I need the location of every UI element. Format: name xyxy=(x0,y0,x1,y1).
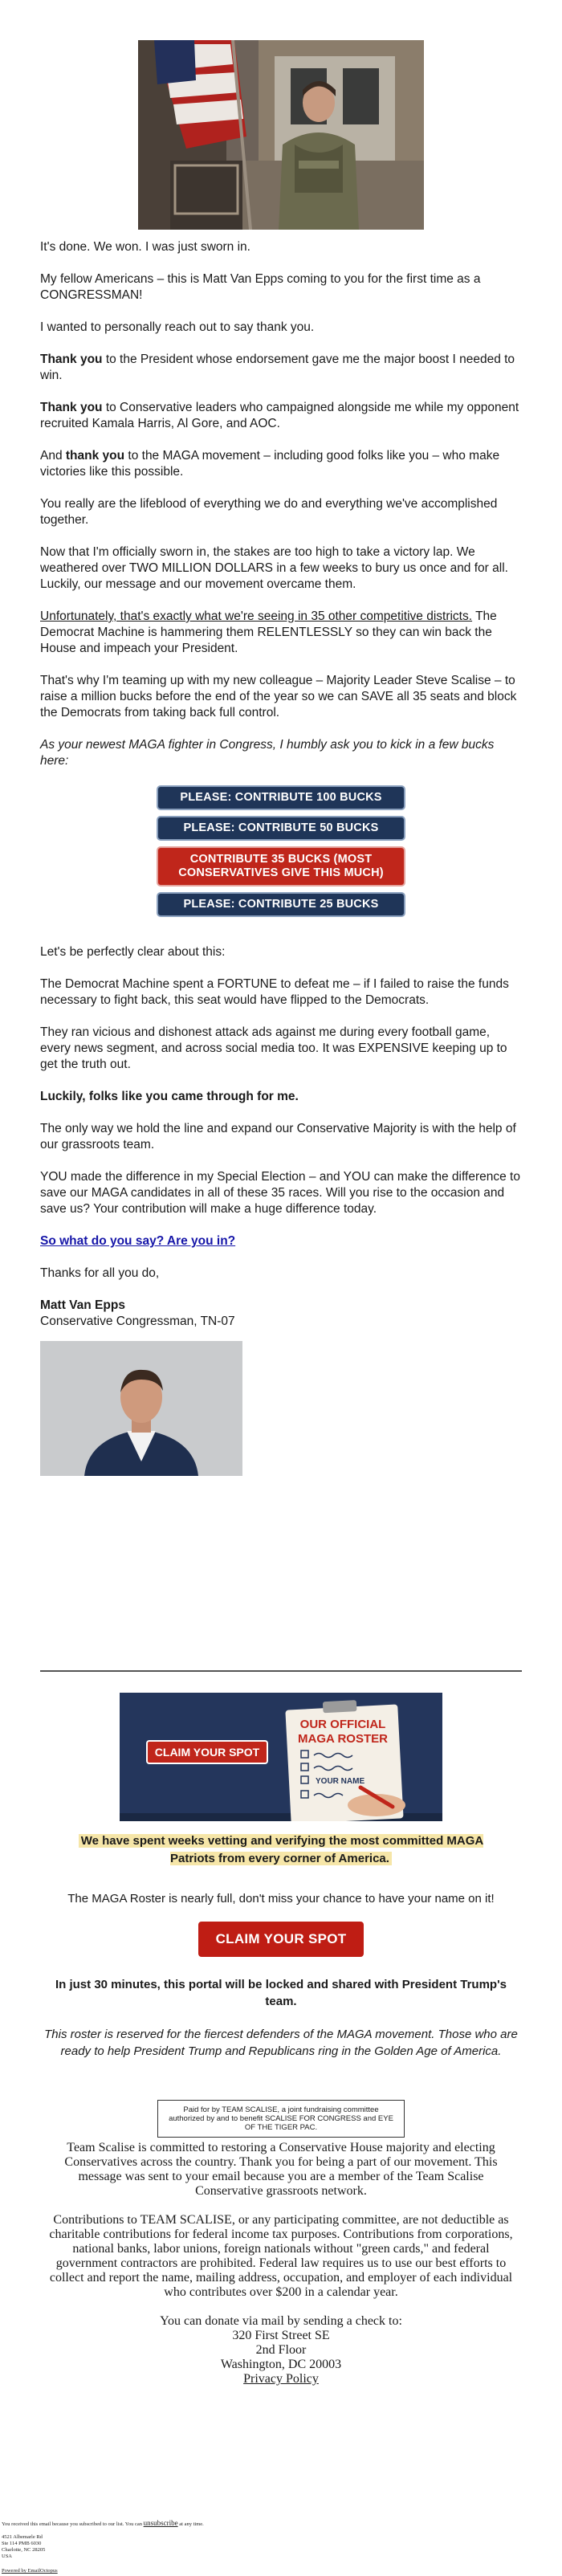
footer-committed: Team Scalise is committed to restoring a Conservative House majority and electing Conservatives across the country. Thank you for being a part of our movement. This message was sent to your email because you are a member of the Team Scalise Conservative grassroots network. xyxy=(64,2141,498,2198)
hero-photo xyxy=(138,40,424,230)
letter-p5-rest: to Conservative leaders who campaigned alongside me while my opponent recruited Kamala Harris, Al Gore, and AOC. xyxy=(40,401,519,430)
letter-p7: You really are the lifeblood of everything we do and everything we've accomplished together. xyxy=(40,497,498,527)
letter-p10: That's why I'm teaming up with my new colleague – Majority Leader Steve Scalise – to raise a million bucks before the end of the year so we can SAVE all 35 seats and block the Democrats from taking back full control. xyxy=(40,674,517,719)
footer-addr2: 2nd Floor xyxy=(255,2343,307,2357)
letter-p16: The only way we hold the line and expand our Conservative Majority is with the help of our grassroots team. xyxy=(40,1122,516,1151)
letter-section-2 xyxy=(40,944,522,1330)
contribute-buttons xyxy=(157,785,405,917)
unsubscribe-link[interactable]: unsubscribe xyxy=(143,2519,178,2527)
roster-highlight: We have spent weeks vetting and verifying the most committed MAGA Patriots from every corner of America. xyxy=(79,1834,484,1865)
footer-small-addr1: 4521 Albemarle Rd xyxy=(2,2534,43,2540)
paid-for-box: Paid for by TEAM SCALISE, a joint fundraising committee authorized by and to benefit SCALISE FOR CONGRESS and EYE OF THE TIGER PAC. xyxy=(157,2100,405,2138)
signature-name: Matt Van Epps xyxy=(40,1298,125,1312)
footer-small-addr2: Ste 114 PMB 6030 xyxy=(2,2541,42,2546)
letter-p5 xyxy=(40,400,522,432)
letter-p1: It's done. We won. I was just sworn in. xyxy=(40,240,250,254)
footer-powered xyxy=(2,2568,58,2574)
letter-p5-bold: Thank you xyxy=(40,401,103,414)
privacy-policy-link[interactable]: Privacy Policy xyxy=(243,2372,319,2386)
footer-contributions: Contributions to TEAM SCALISE, or any participating committee, are not deductible as charitable contributions for federal income tax purposes. Contributions from corporations, national banks, labor unions, foreign nationals without "green cards," and federal government contractors are prohibited. Federal law requires us to use our best efforts to collect and report the name, mailing address, occupation, and employer of each individual who contributes over $200 in a calendar year. xyxy=(49,2213,513,2299)
section-divider xyxy=(40,1670,522,1672)
roster-img-your-name: YOUR NAME xyxy=(316,1777,365,1786)
roster-reserved-notice: This roster is reserved for the fiercest defenders of the MAGA movement. Those who are ready to help President Trump and Republicans ring in the Golden Age of America. xyxy=(44,2028,518,2058)
letter-thanks: Thanks for all you do, xyxy=(40,1266,160,1280)
letter-p3: I wanted to personally reach out to say thank you. xyxy=(40,320,315,334)
email-body xyxy=(40,40,522,1476)
signature-title: Conservative Congressman, TN-07 xyxy=(40,1314,235,1328)
footer-received-post: at any time. xyxy=(177,2521,204,2527)
letter-p9-underline: Unfortunately, that's exactly what we're seeing in 35 other competitive districts. xyxy=(40,609,473,623)
letter-p9-rest: The Democrat Machine is hammering them RELENTLESSLY so they can win back the House and impeach your President. xyxy=(40,609,497,655)
footer-small-addr3: Charlotte, NC 28205 xyxy=(2,2547,46,2553)
letter-p12: Let's be perfectly clear about this: xyxy=(40,945,226,959)
roster-banner-image[interactable] xyxy=(120,1693,442,1821)
contribute-50-button[interactable]: PLEASE: CONTRIBUTE 50 BUCKS xyxy=(157,816,405,841)
footer-received xyxy=(2,2520,204,2528)
roster-section xyxy=(0,1670,562,2386)
roster-img-heading-1: OUR OFFICIAL xyxy=(299,1718,386,1731)
roster-img-claim-text: CLAIM YOUR SPOT xyxy=(154,1746,260,1759)
contribute-25-button[interactable]: PLEASE: CONTRIBUTE 25 BUCKS xyxy=(157,892,405,917)
footer-received-pre: You received this email because you subscribed to our list. You can xyxy=(2,2521,144,2527)
letter-p6-rest: to the MAGA movement – including good folks like you – who make victories like this possible. xyxy=(40,449,500,479)
letter-link-row xyxy=(40,1233,522,1249)
letter-p14: They ran vicious and dishonest attack ads against me during every football game, every news segment, and across social media too. It was EXPENSIVE keeping up to get the truth out. xyxy=(40,1025,507,1071)
letter-p6 xyxy=(40,448,522,480)
are-you-in-link[interactable]: So what do you say? Are you in? xyxy=(40,1234,236,1248)
roster-claim-row xyxy=(0,1922,562,1957)
letter-section xyxy=(40,239,522,769)
letter-p4 xyxy=(40,352,522,384)
letter-p15: Luckily, folks like you came through for me. xyxy=(40,1090,299,1103)
letter-p4-bold: Thank you xyxy=(40,353,103,366)
letter-p17: YOU made the difference in my Special Election – and YOU can make the difference to save our MAGA candidates in all of these 35 races. Will you rise to the occasion and save us? Your contribution will make a huge difference today. xyxy=(40,1170,520,1216)
portrait-photo xyxy=(40,1341,242,1476)
footer-addr1: 320 First Street SE xyxy=(232,2329,330,2342)
powered-by-link[interactable]: Powered by EmailOctopus xyxy=(2,2568,58,2574)
footer-small-address xyxy=(2,2534,45,2560)
letter-p11: As your newest MAGA fighter in Congress, I humbly ask you to kick in a few bucks here: xyxy=(40,738,495,768)
letter-p13: The Democrat Machine spent a FORTUNE to defeat me – if I failed to raise the funds necessary to fight back, this seat would have flipped to the Democrats. xyxy=(40,977,509,1007)
letter-p6-bold: thank you xyxy=(65,449,125,463)
footer-addr3: Washington, DC 20003 xyxy=(220,2358,342,2371)
roster-img-heading-2: MAGA ROSTER xyxy=(298,1732,388,1746)
footer-mail xyxy=(48,2314,514,2386)
contribute-35-button[interactable]: CONTRIBUTE 35 BUCKS (MOST CONSERVATIVES GIVE THIS MUCH) xyxy=(157,846,405,887)
claim-spot-button[interactable]: CLAIM YOUR SPOT xyxy=(198,1922,364,1957)
contribute-100-button[interactable]: PLEASE: CONTRIBUTE 100 BUCKS xyxy=(157,785,405,810)
letter-p9 xyxy=(40,609,522,657)
roster-nearly-full: The MAGA Roster is nearly full, don't miss your chance to have your name on it! xyxy=(67,1892,495,1906)
roster-highlight-block xyxy=(56,1832,506,1868)
letter-p4-rest: to the President whose endorsement gave me the major boost I needed to win. xyxy=(40,353,515,382)
letter-p6-pre: And xyxy=(40,449,66,463)
letter-p8: Now that I'm officially sworn in, the stakes are too high to take a victory lap. We weathered over TWO MILLION DOLLARS in a few weeks to bury us once and for all. Luckily, our message and our movement overcame them. xyxy=(40,545,508,591)
footer-mail-label: You can donate via mail by sending a check to: xyxy=(160,2314,402,2328)
footer-small-addr4: USA xyxy=(2,2554,13,2559)
letter-p2: My fellow Americans – this is Matt Van Epps coming to you for the first time as a CONGRESSMAN! xyxy=(40,272,481,302)
signature xyxy=(40,1298,522,1330)
roster-lock-notice: In just 30 minutes, this portal will be locked and shared with President Trump's team. xyxy=(55,1978,507,2008)
